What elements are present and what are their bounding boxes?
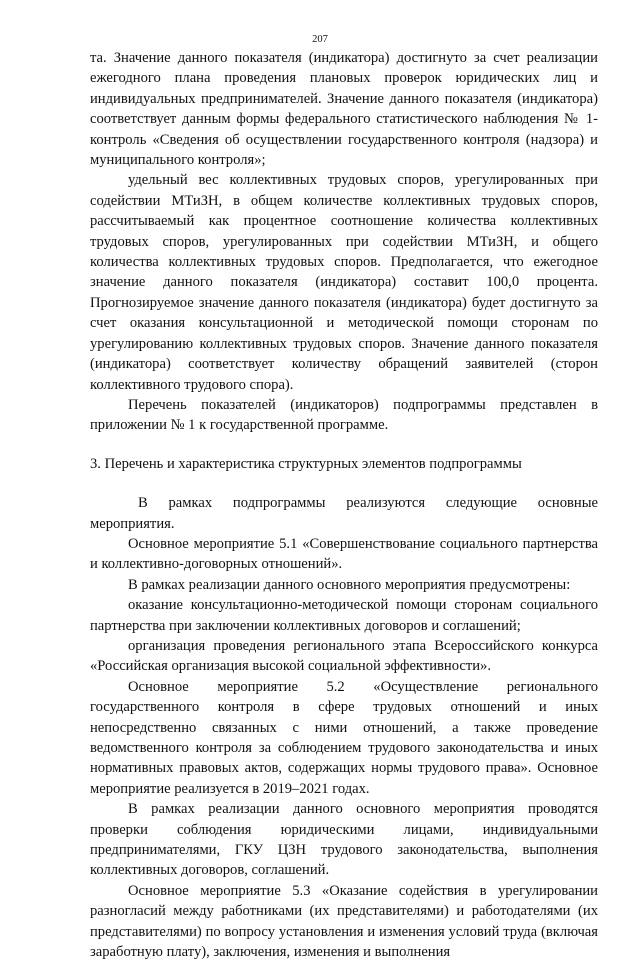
paragraph-consulting-help: оказание консультационно-методической помощи сторонам социального партнерства при заключении коллективных договоров и соглашений; xyxy=(90,597,598,634)
paragraph-indicator-continuation: та. Значение данного показателя (индикатора) достигнуто за счет реализации ежегодного плана проведения плановых проверок юридических лиц и индивидуальных предпринимателей. Значение данного показателя (индикатора) соответствует данным формы федерального статистического наблюдения № 1-контроль «Сведения об осуществлении государственного контроля (надзора) и муниципального контроля»; xyxy=(90,50,598,169)
paragraph-activity-5-3: Основное мероприятие 5.3 «Оказание содействия в урегулировании разногласий между работниками (их представителями) и работодателями (их представителями) по вопросу установления и изменения условий труда (включая заработную плату), заключения, изменения и выполнения xyxy=(90,882,598,961)
paragraph-activity-5-2: Основное мероприятие 5.2 «Осуществление регионального государственного контроля в сфере трудовых отношений и иных непосредственно связанных с ними отношений, а также проведение ведомственного контроля за соблюдением трудового законодательства и иных нормативных правовых актов, содержащих нормы трудового права». Основное мероприятие реализуется в 2019–2021 годах. xyxy=(90,678,598,797)
section-heading: 3. Перечень и характеристика структурных элементов подпрограммы xyxy=(90,455,522,472)
paragraph-indicator-list-reference: Перечень показателей (индикаторов) подпрограммы представлен в приложении № 1 к государственной программе. xyxy=(90,396,598,434)
page-body xyxy=(90,48,598,962)
paragraph-activity-5-1: Основное мероприятие 5.1 «Совершенствование социального партнерства и коллективно-договорных отношений». xyxy=(90,535,598,573)
paragraph-activity-5-2-inspections: В рамках реализации данного основного мероприятия проводятся проверки соблюдения юридическими лицами, индивидуальными предпринимателями, ГКУ ЦЗН трудового законодательства, выполнения коллективных договоров, соглашений. xyxy=(90,801,598,879)
page-number: 207 xyxy=(312,34,328,45)
paragraph-regional-contest: организация проведения регионального этапа Всероссийского конкурса «Российская организация высокой социальной эффективности». xyxy=(90,637,598,675)
paragraph-main-activities-intro: В рамках подпрограммы реализуются следующие основные мероприятия. xyxy=(90,495,598,532)
paragraph-activity-5-1-provisions: В рамках реализации данного основного мероприятия предусмотрены: xyxy=(128,576,571,593)
paragraph-labor-disputes-indicator: удельный вес коллективных трудовых споров, урегулированных при содействии МТиЗН, в общем количестве коллективных трудовых споров, рассчитываемый как процентное соотношение количества коллективных трудовых споров, урегулированных при содействии МТиЗН, и общего количества коллективных трудовых споров. Предполагается, что ежегодное значение данного показателя (индикатора) составит 100,0 процента. Прогнозируемое значение данного показателя (индикатора) будет достигнуто за счет оказания консультационной и методической помощи сторонам по урегулированию коллективных трудовых споров. Значение данного показателя (индикатора) соответствует количеству обращений заявителей (сторон коллективного трудового спора). xyxy=(90,172,598,393)
